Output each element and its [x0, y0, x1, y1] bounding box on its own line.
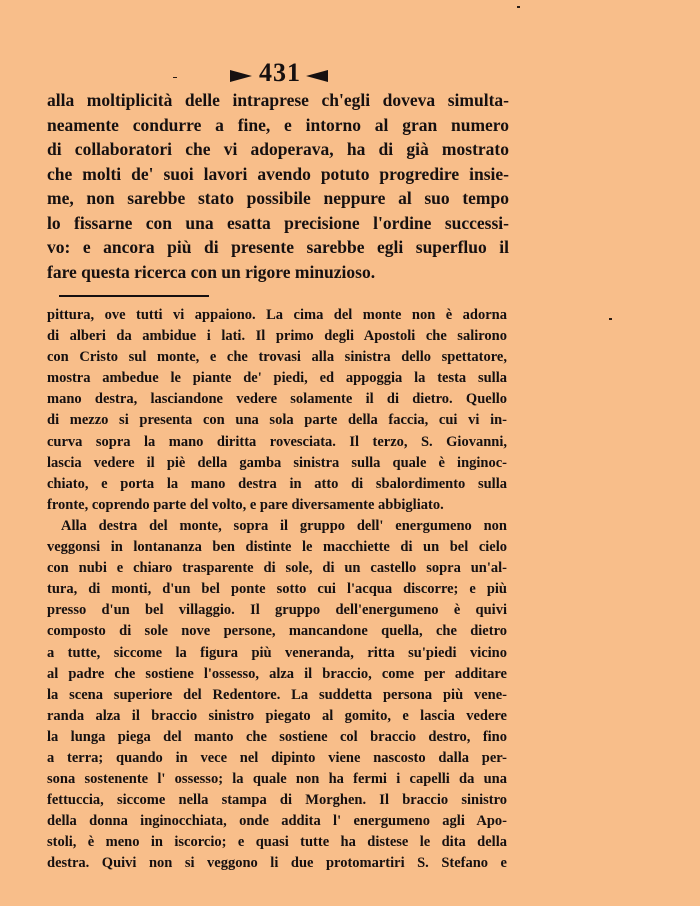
main-paragraph [47, 88, 509, 284]
note-line: curva sopra la mano diritta rovesciata. Il terzo, S. Giovanni, [47, 433, 507, 450]
text-line: che molti de' suoi lavori avendo potuto progredire insie- [47, 163, 509, 184]
note-line: tura, di monti, d'un bel ponte sotto cui l'acqua discorre; e più [47, 581, 507, 598]
note-line: di mezzo si presenta con una sola parte della faccia, cui vi in- [47, 412, 507, 429]
footnote-block [47, 305, 507, 875]
text-line: neamente condurre a fine, e intorno al gran numero [47, 114, 509, 135]
arrow-right-ornament-icon [230, 70, 252, 82]
note-line: destra. Quivi non si veggono li due protomartiri S. Stefano e [47, 855, 507, 872]
arrow-left-ornament-icon [306, 70, 328, 82]
footnote-divider [59, 295, 209, 297]
note-line: chiato, e porta la mano destra in atto di sbalordimento sulla [47, 475, 507, 492]
note-line: randa alza il braccio sinistro piegato al gomito, e lascia vedere [47, 707, 507, 724]
note-line: composto di sole nove persone, mancandone quella, che dietro [47, 623, 507, 640]
note-line: veggonsi in lontananza ben distinte le macchiette di un bel cielo [47, 539, 507, 556]
note-line: sona sostenente l' ossesso; la quale non ha fermi i capelli da una [47, 771, 507, 788]
text-line: vo: e ancora più di presente sarebbe egli superfluo il [47, 237, 509, 257]
note-line: a tutte, siccome la figura più veneranda, ritta su'piedi vicino [47, 644, 507, 661]
note-line: mano destra, lasciandone vedere solamente il di dietro. Quello [47, 391, 507, 408]
note-line: con Cristo sul monte, e che trovasi alla sinistra dello spettatore, [47, 349, 507, 366]
text-line: alla moltiplicità delle intraprese ch'egli doveva simulta- [47, 90, 509, 110]
note-line: Alla destra del monte, sopra il gruppo dell' energumeno non [61, 517, 507, 534]
note-line: mostra ambedue le piante de' piedi, ed appoggia la testa sulla [47, 370, 507, 387]
note-line: fettuccia, siccome nella stampa di Morghen. Il braccio sinistro [47, 792, 507, 809]
paper-speck [517, 6, 520, 8]
note-line: la scena superiore del Redentore. La suddetta persona più vene- [47, 686, 507, 703]
text-line: lo fissarne con una esatta precisione l'ordine successi- [47, 212, 509, 233]
note-line: al padre che sostiene l'ossesso, alza il braccio, come per additare [47, 665, 507, 682]
note-line: con nubi e chiaro trasparente di sole, di un castello sopra un'al- [47, 560, 507, 577]
text-line: di collaboratori che vi adoperava, ha di già mostrato [47, 139, 509, 159]
note-line: della donna inginocchiata, onde addita l' energumeno agli Apo- [47, 813, 507, 830]
note-line: a terra; quando in vece nel dipinto viene nascosto dalla per- [47, 749, 507, 766]
paper-speck [609, 318, 612, 320]
note-line: lascia vedere il piè della gamba sinistra sulla quale è inginoc- [47, 454, 507, 471]
note-line: pittura, ove tutti vi appaiono. La cima del monte non è adorna [47, 307, 507, 323]
page-number: 431 [259, 58, 301, 87]
text-line: me, non sarebbe stato possibile neppure al suo tempo [47, 188, 509, 208]
note-line: fronte, coprendo parte del volto, e pare diversamente abbigliato. [47, 496, 444, 513]
page-header [0, 58, 700, 92]
note-line: presso d'un bel villaggio. Il gruppo dell'energumeno è quivi [47, 602, 507, 619]
text-line: fare questa ricerca con un rigore minuzioso. [47, 261, 376, 282]
note-line: stoli, è meno in iscorcio; e quasi tutte ha distese le dita della [47, 834, 507, 851]
note-line: la lunga piega del manto che sostiene col braccio destro, fino [47, 728, 507, 745]
note-line: di alberi da ambidue i lati. Il primo degli Apostoli che salirono [47, 328, 507, 345]
